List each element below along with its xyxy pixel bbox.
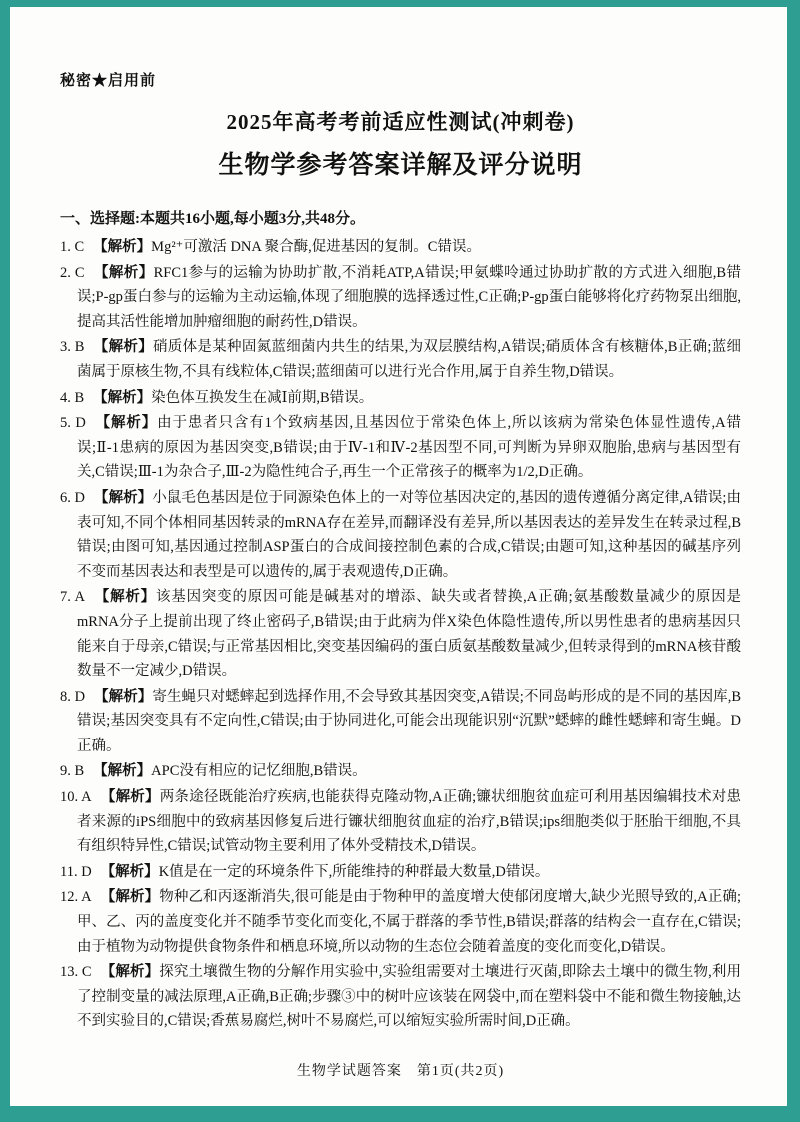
analysis-label: 【解析】 bbox=[93, 339, 153, 356]
analysis-label: 【解析】 bbox=[100, 789, 160, 806]
analysis-label: 【解析】 bbox=[93, 589, 156, 606]
analysis-text: RFC1参与的运输为协助扩散,不消耗ATP,A错误;甲氨蝶呤通过协助扩散的方式进入细胞,B错误;P-gp蛋白参与的运输为主动运输,体现了细胞膜的选择透过性,C正确;P-gp蛋白能够将化疗药物泵出细胞,提高其活性能增加肿瘤细胞的耐药性,D错误。 bbox=[77, 264, 741, 330]
answer-item bbox=[60, 759, 741, 784]
analysis-text: 小鼠毛色基因是位于同源染色体上的一对等位基因决定的,基因的遗传遵循分离定律,A错误;由表可知,不同个体相同基因转录的mRNA存在差异,而翻译没有差异,所以基因表达的差异发生在转录过程,B错误;由图可知,基因通过控制ASP蛋白的合成间接控制色素的合成,C错误;由题可知,这种基因的碱基序列不变而基因表达和表型是可以遗传的,属于表观遗传,D正确。 bbox=[77, 489, 741, 580]
analysis-text: APC没有相应的记忆细胞,B错误。 bbox=[151, 763, 367, 780]
answer-item bbox=[60, 235, 741, 260]
question-number-and-answer: 1. C bbox=[60, 239, 85, 255]
answer-key-title: 生物学参考答案详解及评分说明 bbox=[218, 152, 583, 179]
analysis-label: 【解析】 bbox=[93, 389, 152, 406]
question-number-and-answer: 6. D bbox=[60, 489, 86, 506]
exam-title: 2025年高考考前适应性测试(冲刺卷) bbox=[226, 110, 575, 134]
answer-list bbox=[60, 235, 741, 1034]
answer-item bbox=[60, 335, 741, 384]
question-number-and-answer: 4. B bbox=[60, 389, 85, 406]
document-page bbox=[10, 7, 787, 1106]
analysis-text: 硝质体是某种固氮蓝细菌内共生的结果,为双层膜结构,A错误;硝质体含有核糖体,B正确;蓝细菌属于原核生物,不具有线粒体,C错误;蓝细菌可以进行光合作用,属于自养生物,D错误。 bbox=[77, 339, 742, 380]
analysis-text: 由于患者只含有1个致病基因,且基因位于常染色体上,所以该病为常染色体显性遗传,A错误;Ⅱ-1患病的原因为基因突变,B错误;由于Ⅳ-1和Ⅳ-2基因型不同,可判断为异卵双胞胎,患病与基因型有关,C错误;Ⅲ-1为杂合子,Ⅲ-2为隐性纯合子,再生一个正常孩子的概率为1/2,D正确。 bbox=[77, 415, 742, 481]
analysis-label: 【解析】 bbox=[100, 889, 160, 906]
question-number-and-answer: 2. C bbox=[60, 264, 85, 281]
analysis-text: K值是在一定的环境条件下,所能维持的种群最大数量,D错误。 bbox=[158, 863, 550, 880]
answer-item bbox=[60, 685, 741, 759]
analysis-label: 【解析】 bbox=[100, 863, 159, 880]
question-number-and-answer: 5. D bbox=[60, 415, 86, 432]
question-number-and-answer: 9. B bbox=[60, 763, 85, 780]
analysis-text: 探究土壤微生物的分解作用实验中,实验组需要对土壤进行灭菌,即除去土壤中的微生物,利用了控制变量的减法原理,A正确,B正确;步骤③中的树叶应该装在网袋中,而在塑料袋中不能和微生物接触,达不到实验目的,C错误;香蕉易腐烂,树叶不易腐烂,可以缩短实验所需时间,D正确。 bbox=[77, 964, 742, 1030]
answer-item bbox=[60, 261, 741, 335]
analysis-text: 该基因突变的原因可能是碱基对的增添、缺失或者替换,A正确;氨基酸数量减少的原因是mRNA分子上提前出现了终止密码子,B错误;由于此病为伴X染色体隐性遗传,所以男性患者的患病基因只能来自于母亲,C错误;与正常基因相比,突变基因编码的蛋白质氨基酸数量减少,但转录得到的mRNA核苷酸数量不一定减少,D错误。 bbox=[77, 589, 742, 680]
section-heading: 一、选择题:本题共16小题,每小题3分,共48分。 bbox=[60, 211, 365, 227]
question-number-and-answer: 10. A bbox=[60, 789, 92, 806]
question-number-and-answer: 12. A bbox=[60, 889, 92, 906]
analysis-label: 【解析】 bbox=[100, 964, 160, 981]
page-footer: 生物学试题答案 第1页(共2页) bbox=[296, 1064, 505, 1079]
analysis-text: 寄生蝇只对蟋蟀起到选择作用,不会导致其基因突变,A错误;不同岛屿形成的是不同的基因库,B错误;基因突变具有不定向性,C错误;由于协同进化,可能会出现能识别“沉默”蟋蟀的雌性蟋蟀和寄生蝇。D正确。 bbox=[77, 688, 742, 754]
analysis-text: 染色体互换发生在减Ⅰ前期,B错误。 bbox=[151, 389, 374, 406]
analysis-label: 【解析】 bbox=[94, 489, 153, 506]
question-number-and-answer: 7. A bbox=[60, 589, 85, 606]
answer-item bbox=[60, 885, 741, 959]
analysis-label: 【解析】 bbox=[94, 415, 158, 432]
answer-item bbox=[60, 860, 741, 885]
answer-item bbox=[60, 486, 741, 584]
analysis-text: 两条途径既能治疗疾病,也能获得克隆动物,A正确;镰状细胞贫血症可利用基因编辑技术对患者来源的iPS细胞中的致病基因修复后进行镰状细胞贫血症的治疗,B错误;ips细胞类似于胚胎干细胞,不具有组织特异性,C错误;试管动物主要利用了体外受精技术,D错误。 bbox=[77, 789, 742, 855]
analysis-label: 【解析】 bbox=[93, 763, 152, 780]
question-number-and-answer: 3. B bbox=[60, 339, 85, 356]
answer-item bbox=[60, 785, 741, 859]
classification-label: 秘密★启用前 bbox=[60, 73, 157, 89]
answer-item bbox=[60, 386, 741, 411]
analysis-label: 【解析】 bbox=[93, 239, 152, 255]
answer-item bbox=[60, 960, 741, 1034]
analysis-text: Mg²⁺可激活 DNA 聚合酶,促进基因的复制。C错误。 bbox=[151, 239, 481, 255]
question-number-and-answer: 8. D bbox=[60, 688, 86, 705]
question-number-and-answer: 13. C bbox=[60, 964, 92, 981]
analysis-text: 物种乙和丙逐渐消失,很可能是由于物种甲的盖度增大使郁闭度增大,缺少光照导致的,A正确;甲、乙、丙的盖度变化并不随季节变化而变化,不属于群落的季节性,B错误;群落的结构会一直存在,C错误;由于植物为动物提供食物条件和栖息环境,所以动物的生态位会随着盖度的变化而变化,D错误。 bbox=[77, 889, 742, 955]
answer-item bbox=[60, 411, 741, 485]
analysis-label: 【解析】 bbox=[94, 688, 153, 705]
analysis-label: 【解析】 bbox=[93, 264, 154, 281]
question-number-and-answer: 11. D bbox=[60, 863, 92, 880]
answer-item bbox=[60, 585, 741, 683]
